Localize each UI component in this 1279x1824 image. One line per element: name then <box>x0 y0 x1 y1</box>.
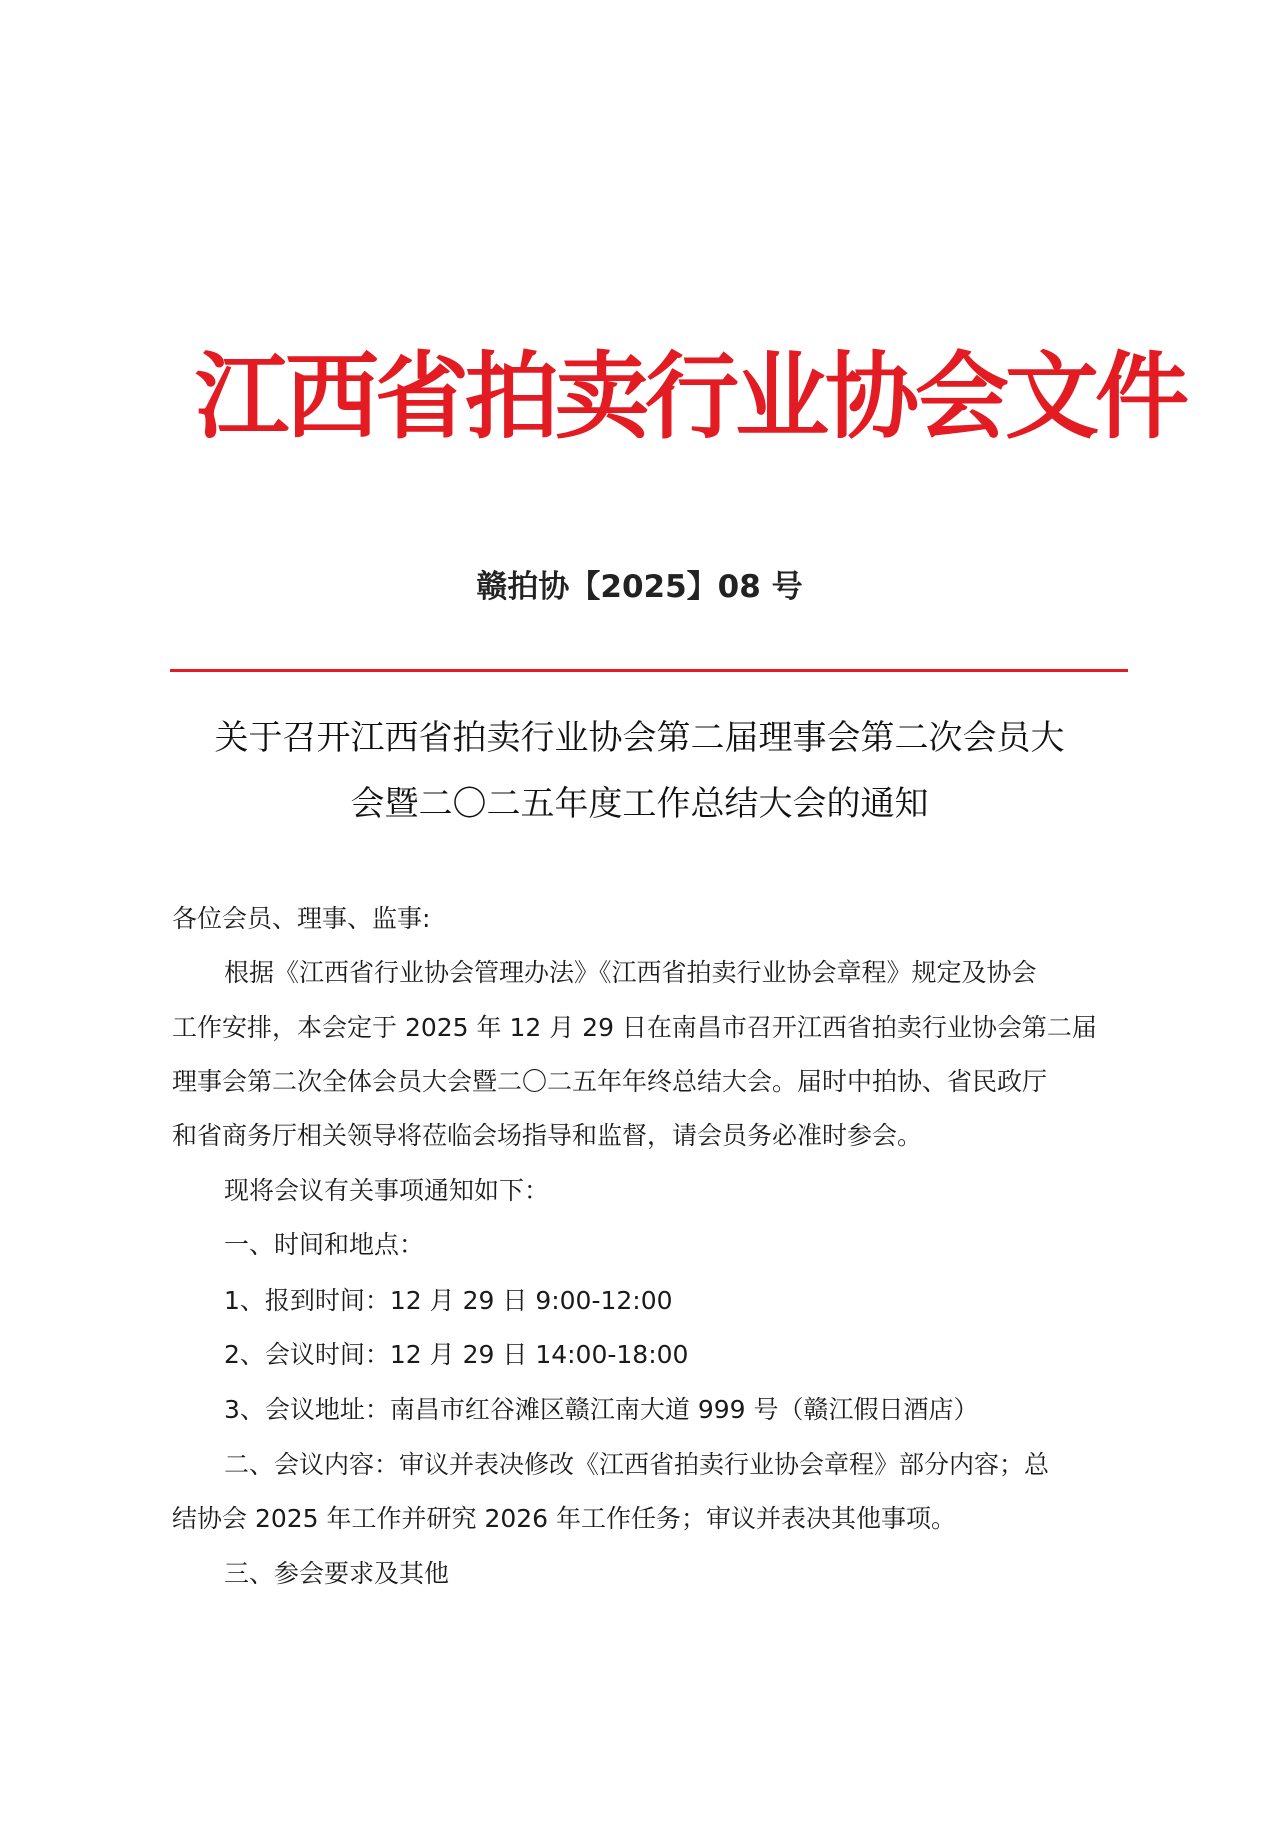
paragraph-1-line-2: 工作安排，本会定于 2025 年 12 月 29 日在南昌市召开江西省拍卖行业协会第二届 <box>172 1013 1097 1042</box>
item-meeting-address: 3、会议地址：南昌市红谷滩区赣江南大道 999 号（赣江假日酒店） <box>224 1395 979 1424</box>
paragraph-1-line-4: 和省商务厅相关领导将莅临会场指导和监督，请会员务必准时参会。 <box>172 1121 923 1150</box>
paragraph-2: 现将会议有关事项通知如下： <box>224 1176 550 1205</box>
notice-title-line-1: 关于召开江西省拍卖行业协会第二届理事会第二次会员大 <box>214 718 1065 758</box>
item-registration-time: 1、报到时间：12 月 29 日 9:00-12:00 <box>224 1286 673 1315</box>
document-number: 赣拍协【2025】08 号 <box>476 569 803 605</box>
notice-title-line-2: 会暨二〇二五年度工作总结大会的通知 <box>350 784 929 824</box>
notice-title <box>150 705 1129 837</box>
paragraph-1-line-3: 理事会第二次全体会员大会暨二〇二五年年终总结大会。届时中拍协、省民政厅 <box>172 1067 1048 1096</box>
section-3-heading: 三、参会要求及其他 <box>224 1559 450 1588</box>
paragraph-1-line-1: 根据《江西省行业协会管理办法》《江西省拍卖行业协会章程》规定及协会 <box>224 958 1037 987</box>
item-meeting-time: 2、会议时间：12 月 29 日 14:00-18:00 <box>224 1340 689 1369</box>
section-2-line-1: 二、会议内容：审议并表决修改《江西省拍卖行业协会章程》部分内容；总 <box>224 1450 1050 1479</box>
section-2-line-2: 结协会 2025 年工作并研究 2026 年工作任务；审议并表决其他事项。 <box>172 1504 957 1533</box>
document-header-title: 江西省拍卖行业协会文件 <box>195 342 1186 452</box>
red-divider-rule <box>170 669 1128 672</box>
salutation: 各位会员、理事、监事: <box>172 904 431 933</box>
section-1-heading: 一、时间和地点： <box>224 1230 425 1259</box>
